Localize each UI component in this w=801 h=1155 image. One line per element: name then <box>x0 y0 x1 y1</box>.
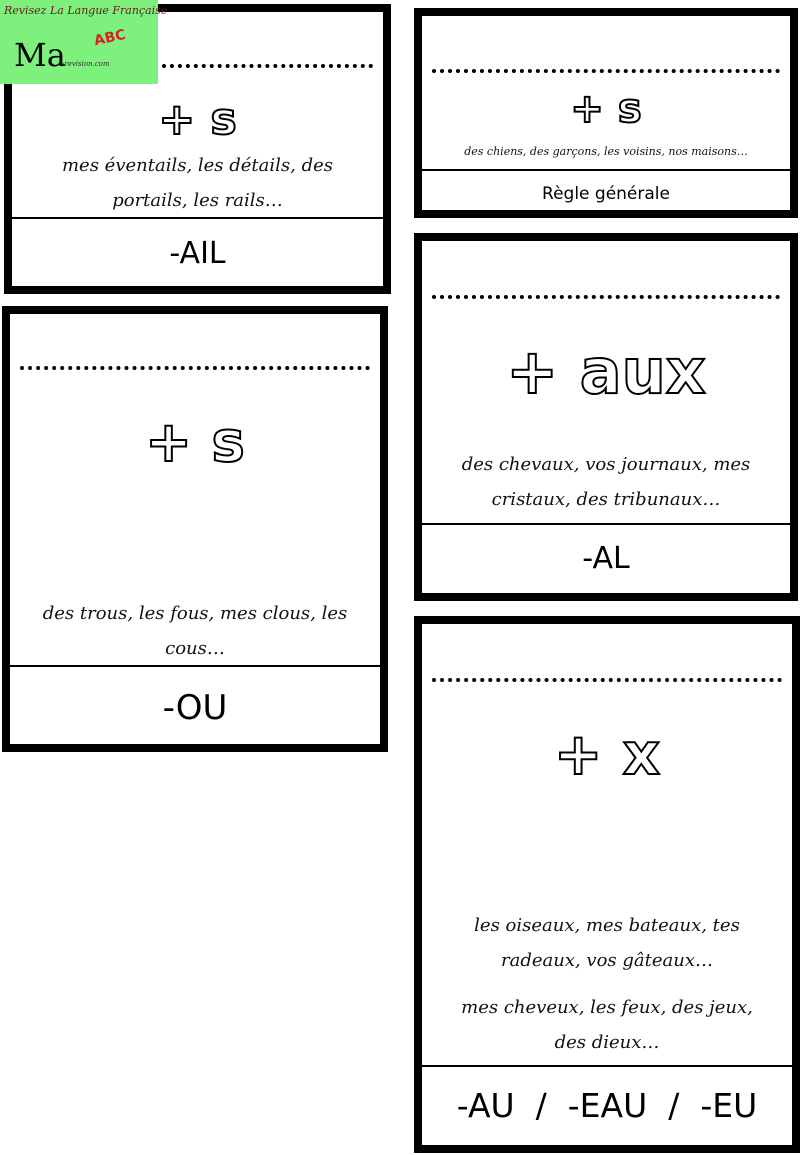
site-logo <box>0 0 168 84</box>
examples-line: portails, les rails… <box>112 190 283 211</box>
examples-text <box>434 908 780 978</box>
examples-line: cous… <box>165 638 225 659</box>
suffix-label: -AL <box>582 541 630 576</box>
examples-line: mes éventails, les détails, des <box>61 155 334 176</box>
divider <box>422 169 790 171</box>
card-ou <box>2 306 388 752</box>
logo-ma: Ma <box>14 36 66 74</box>
dotted-line <box>432 69 780 73</box>
logo-subtitle: -revision.com <box>62 60 110 68</box>
rule-plus-s: + s <box>158 94 237 145</box>
examples-text <box>24 148 371 218</box>
examples-line: des chiens, des garçons, les voisins, nos maisons… <box>464 145 748 158</box>
examples-line: radeaux, vos gâteaux… <box>500 950 713 971</box>
divider <box>10 665 380 667</box>
examples-line: des dieux… <box>554 1032 660 1053</box>
dotted-line <box>432 295 780 299</box>
examples-text <box>426 144 786 160</box>
suffix-label: -AU / -EAU / -EU <box>456 1086 758 1125</box>
dotted-line <box>20 366 370 370</box>
card-general-rule <box>414 8 798 218</box>
examples-line: des trous, les fous, mes clous, les <box>42 603 348 624</box>
suffix-label: Règle générale <box>542 184 670 204</box>
examples-line: cristaux, des tribunaux… <box>491 489 721 510</box>
rule-plus-s: + s <box>145 410 245 475</box>
logo-tagline: Revisez La Langue Française <box>4 4 168 17</box>
suffix-label: -AIL <box>169 236 226 271</box>
examples-text <box>22 596 368 666</box>
examples-line: des chevaux, vos journaux, mes <box>461 454 751 475</box>
logo-abc: ABC <box>92 26 128 50</box>
examples-text-2 <box>434 990 780 1060</box>
divider <box>12 217 383 219</box>
rule-plus-aux: + aux <box>506 335 706 408</box>
dotted-line <box>432 678 782 682</box>
dotted-line <box>162 64 373 68</box>
card-au-eau-eu <box>414 616 800 1153</box>
divider <box>422 523 790 525</box>
rule-plus-x: + x <box>553 720 661 788</box>
divider <box>422 1065 792 1067</box>
card-al <box>414 233 798 601</box>
examples-line: mes cheveux, les feux, des jeux, <box>461 997 753 1018</box>
examples-text <box>434 447 778 517</box>
examples-line: les oiseaux, mes bateaux, tes <box>474 915 740 936</box>
suffix-label: -OU <box>162 688 228 728</box>
rule-plus-s: + s <box>570 86 642 132</box>
